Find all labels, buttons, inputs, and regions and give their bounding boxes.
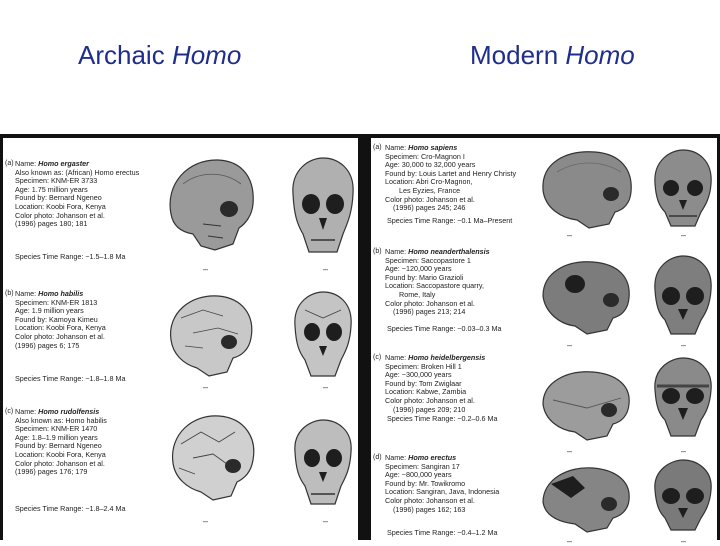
archaic-homo-panel <box>0 134 358 540</box>
scale-mark: – <box>567 446 573 456</box>
skull-lateral-photo <box>163 288 258 383</box>
species-name: Homo rudolfensis <box>38 407 100 416</box>
scale-mark: – <box>681 340 687 350</box>
detail-line: Color photo: Johanson et al. <box>15 331 105 341</box>
detail-line: Location: Sangiran, Java, Indonesia <box>385 487 500 497</box>
scale-mark: – <box>681 230 687 240</box>
species-name: Homo erectus <box>408 453 457 462</box>
detail-line: Found by: Mario Grazioli <box>385 272 464 282</box>
species-time-range: Species Time Range: ~1.8–1.8 Ma <box>15 374 126 383</box>
detail-line: Specimen: KNM-ER 1813 <box>15 297 98 307</box>
scale-mark: – <box>203 264 209 274</box>
scale-mark: – <box>681 446 687 456</box>
detail-line: Age: 1.9 million years <box>15 306 84 316</box>
scale-mark: – <box>323 382 329 392</box>
detail-line: Specimen: Broken Hill 1 <box>385 361 462 371</box>
species-name: Homo sapiens <box>408 143 458 152</box>
heading-modern-taxon: Homo <box>565 40 635 70</box>
name-label: Name: <box>385 353 407 362</box>
modern-homo-panel <box>368 134 720 546</box>
detail-line: (1996) pages 176; 179 <box>15 467 88 477</box>
species-name: Homo ergaster <box>38 159 89 168</box>
skull-lateral-photo <box>165 408 260 508</box>
detail-line: Age: ~800,000 years <box>385 470 452 480</box>
skull-frontal-photo <box>285 154 360 259</box>
name-label: Name: <box>385 247 407 256</box>
skull-lateral-photo <box>163 154 258 259</box>
detail-line: Age: 1.8–1.9 million years <box>15 432 98 442</box>
entry-letter: (a) <box>5 160 14 167</box>
entry-letter: (d) <box>373 454 382 461</box>
heading-archaic-homo <box>78 40 241 71</box>
detail-line: Specimen: Sangiran 17 <box>385 461 460 471</box>
detail-line: Les Eyzies, France <box>399 185 461 195</box>
entry-details <box>385 248 490 317</box>
detail-line: (1996) pages 245; 246 <box>393 203 466 213</box>
entry-details <box>15 160 139 229</box>
species-name: Homo neanderthalensis <box>408 247 490 256</box>
skull-frontal-photo <box>649 356 717 440</box>
name-label: Name: <box>15 289 37 298</box>
skull-frontal-photo <box>285 416 360 511</box>
detail-line: (1996) pages 209; 210 <box>393 404 466 414</box>
name-label: Name: <box>15 407 37 416</box>
detail-line: Specimen: Cro-Magnon I <box>385 151 465 161</box>
detail-line: Found by: Tom Zwiglaar <box>385 378 462 388</box>
scale-mark: – <box>203 382 209 392</box>
detail-line: Location: Abri Cro-Magnon, <box>385 177 473 187</box>
detail-line: Location: Saccopastore quarry, <box>385 281 484 291</box>
detail-line: Found by: Bernard Ngeneo <box>15 441 102 451</box>
detail-line: Age: 1.75 million years <box>15 184 88 194</box>
skull-frontal-photo <box>649 458 717 534</box>
name-label: Name: <box>15 159 37 168</box>
detail-line: Color photo: Johanson et al. <box>385 395 475 405</box>
detail-line: Rome, Italy <box>399 289 436 299</box>
detail-line: Found by: Mr. Towikromo <box>385 478 466 488</box>
skull-lateral-photo <box>537 364 637 442</box>
skull-lateral-photo <box>537 256 637 336</box>
heading-archaic-taxon: Homo <box>171 40 242 70</box>
detail-line: Color photo: Johanson et al. <box>15 210 105 220</box>
scale-mark: – <box>203 516 209 526</box>
skull-frontal-photo <box>649 254 717 338</box>
entry-details <box>15 290 106 350</box>
entry-letter: (c) <box>5 408 14 415</box>
skull-lateral-photo <box>537 148 637 230</box>
species-name: Homo heidelbergensis <box>408 353 486 362</box>
scale-mark: – <box>567 230 573 240</box>
heading-modern-label: Modern <box>470 40 559 70</box>
detail-line: Found by: Kamoya Kimeu <box>15 314 98 324</box>
detail-line: Found by: Bernard Ngeneo <box>15 193 102 203</box>
skull-lateral-photo <box>537 458 637 534</box>
detail-line: (1996) pages 162; 163 <box>393 504 466 514</box>
entry-details <box>15 408 107 477</box>
entry-details <box>385 454 499 514</box>
detail-line: Age: ~300,000 years <box>385 370 452 380</box>
name-label: Name: <box>385 143 407 152</box>
entry-letter: (b) <box>5 290 14 297</box>
detail-line: Location: Koobi Fora, Kenya <box>15 449 106 459</box>
scale-mark: – <box>567 536 573 546</box>
heading-modern-homo <box>470 40 635 71</box>
detail-line: Color photo: Johanson et al. <box>385 194 475 204</box>
species-time-range: Species Time Range: ~0.2–0.6 Ma <box>387 414 498 423</box>
detail-line: Color photo: Johanson et al. <box>15 458 105 468</box>
scale-mark: – <box>681 536 687 546</box>
heading-archaic-label: Archaic <box>78 40 165 70</box>
entry-details <box>385 354 485 414</box>
name-label: Name: <box>385 453 407 462</box>
detail-line: Location: Kabwe, Zambia <box>385 387 467 397</box>
entry-letter: (c) <box>373 354 382 361</box>
scale-mark: – <box>323 516 329 526</box>
detail-line: Also known as: (African) Homo erectus <box>15 167 140 177</box>
detail-line: Specimen: KNM-ER 1470 <box>15 424 98 434</box>
detail-line: Location: Koobi Fora, Kenya <box>15 201 106 211</box>
detail-line: Age: ~120,000 years <box>385 264 452 274</box>
skull-frontal-photo <box>649 148 717 230</box>
detail-line: Location: Koobi Fora, Kenya <box>15 323 106 333</box>
detail-line: (1996) pages 213; 214 <box>393 307 466 317</box>
species-time-range: Species Time Range: ~0.4–1.2 Ma <box>387 528 498 537</box>
detail-line: Color photo: Johanson et al. <box>385 495 475 505</box>
detail-line: Found by: Louis Lartet and Henry Christy <box>385 168 517 178</box>
species-time-range: Species Time Range: ~0.1 Ma–Present <box>387 216 513 225</box>
entry-letter: (a) <box>373 144 382 151</box>
detail-line: Age: 30,000 to 32,000 years <box>385 160 476 170</box>
detail-line: Specimen: KNM-ER 3733 <box>15 176 98 186</box>
detail-line: (1996) pages 180; 181 <box>15 219 88 229</box>
species-time-range: Species Time Range: ~1.5–1.8 Ma <box>15 252 126 261</box>
entry-letter: (b) <box>373 248 382 255</box>
detail-line: Also known as: Homo habilis <box>15 415 107 425</box>
species-name: Homo habilis <box>38 289 84 298</box>
species-time-range: Species Time Range: ~1.8–2.4 Ma <box>15 504 126 513</box>
scale-mark: – <box>567 340 573 350</box>
scale-mark: – <box>323 264 329 274</box>
entry-details <box>385 144 516 213</box>
skull-frontal-photo <box>285 288 360 383</box>
detail-line: Specimen: Saccopastore 1 <box>385 255 471 265</box>
detail-line: Color photo: Johanson et al. <box>385 298 475 308</box>
species-time-range: Species Time Range: ~0.03–0.3 Ma <box>387 324 502 333</box>
detail-line: (1996) pages 6; 175 <box>15 340 80 350</box>
